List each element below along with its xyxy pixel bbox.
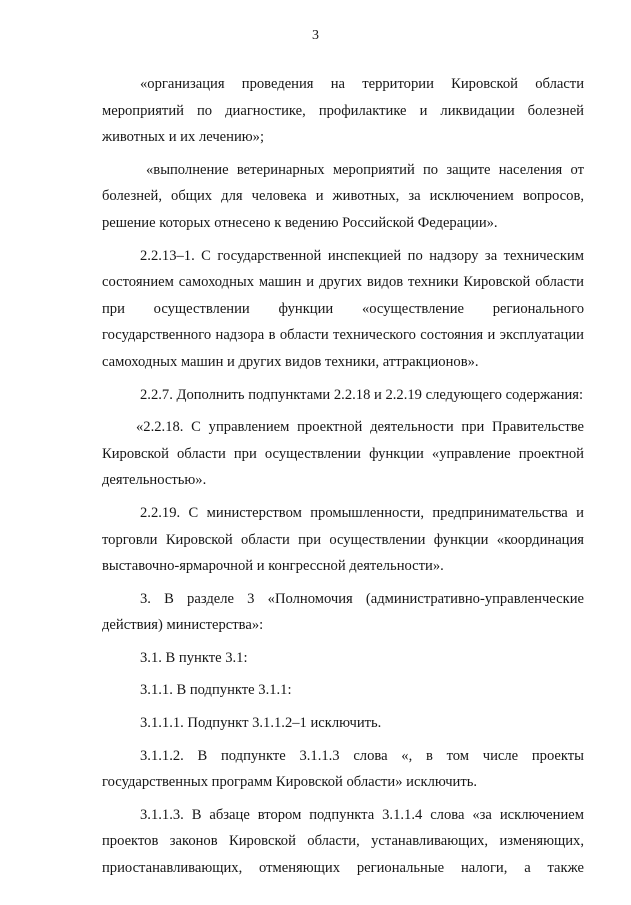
paragraph-3-1-1-2: 3.1.1.2. В подпункте 3.1.1.3 слова «, в том числе проекты государственных программ Кировской области» исключить. — [102, 747, 584, 791]
paragraph-2-2-18: «2.2.18. С управлением проектной деятельности при Правительстве Кировской области при осуществлении функции «управление проектной деятельностью». — [102, 419, 584, 489]
paragraph-2-2-19: 2.2.19. С министерством промышленности, предпринимательства и торговли Кировской области при осуществлении функции «координация выставочно-ярмарочной и конгрессной деятельности». — [102, 504, 584, 575]
paragraph-2-2-13-1: 2.2.13–1. С государственной инспекцией по надзору за техническим состоянием самоходных машин и других видов техники Кировской области при осуществлении функции «осуществление регионального государственного надзора в области технического состояния и эксплуатации самоходных машин и других видов техники, аттракционов». — [102, 247, 584, 370]
paragraph-quote-veterinary: «выполнение ветеринарных мероприятий по защите населения от болезней, общих для человека и животных, за исключением вопросов, решение которых отнесено к ведению Российской Федерации». — [102, 161, 584, 231]
document-body — [102, 71, 584, 888]
paragraph-3-1-1-3: 3.1.1.3. В абзаце втором подпункта 3.1.1.4 слова «за исключением проектов законов Кировской области, устанавливающих, изменяющих, приостанавливающих, отменяющих региональные налоги, а также — [102, 806, 584, 877]
paragraph-3-1-1: 3.1.1. В подпункте 3.1.1: — [140, 682, 292, 699]
paragraph-3-1: 3.1. В пункте 3.1: — [140, 649, 248, 666]
paragraph-section-3: 3. В разделе 3 «Полномочия (административно-управленческие действия) министерства»: — [102, 590, 584, 634]
paragraph-2-2-7: 2.2.7. Дополнить подпунктами 2.2.18 и 2.2.19 следующего содержания: — [140, 386, 584, 403]
paragraph-3-1-1-1: 3.1.1.1. Подпункт 3.1.1.2–1 исключить. — [140, 715, 382, 732]
page-number: 3 — [312, 28, 319, 43]
paragraph-quote-organization: «организация проведения на территории Кировской области мероприятий по диагностике, профилактике и ликвидации болезней животных и их лечению»; — [102, 76, 584, 146]
